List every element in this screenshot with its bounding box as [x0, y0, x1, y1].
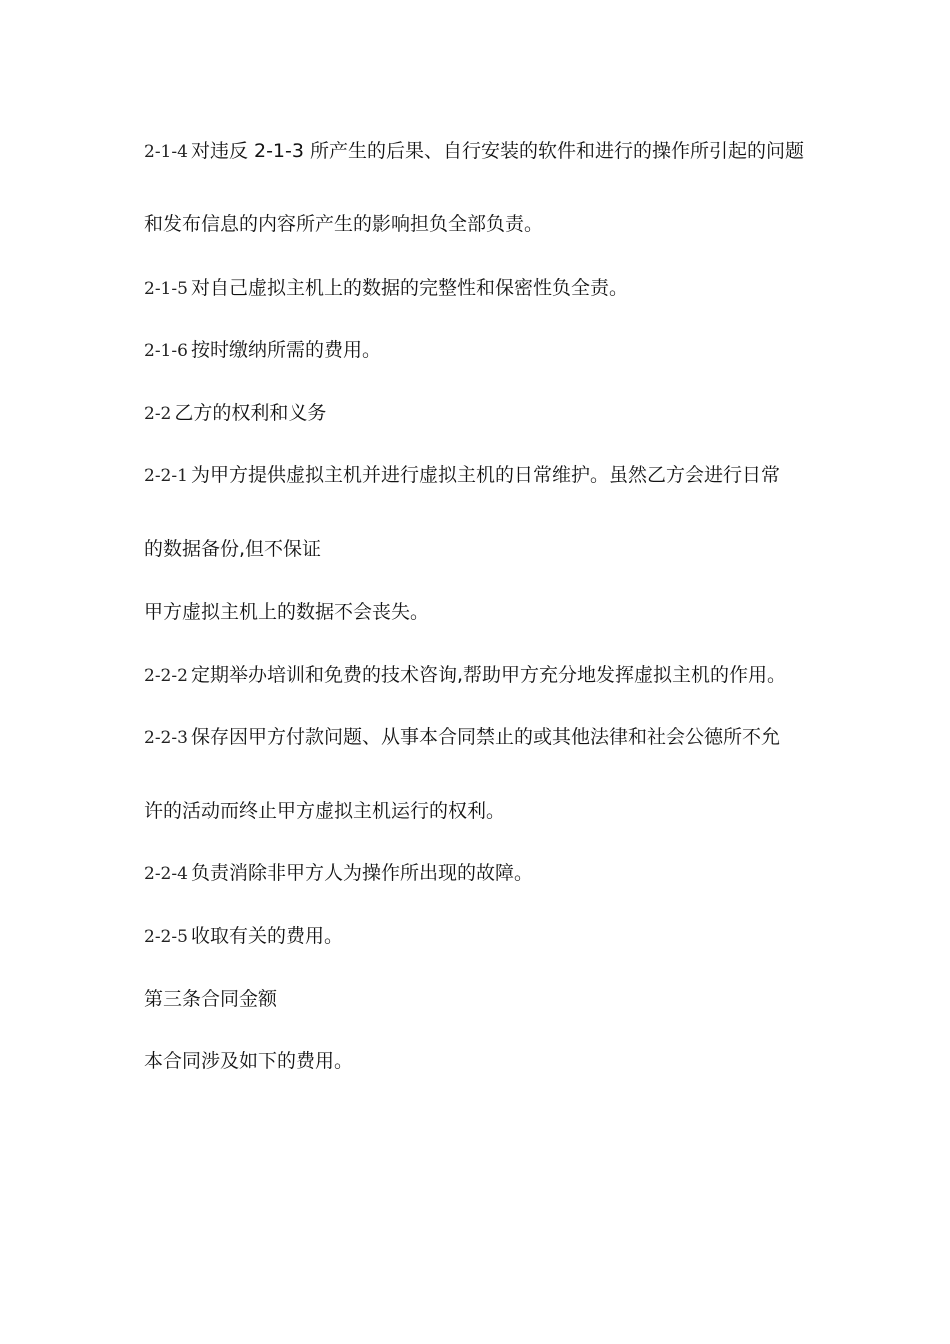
paragraph-line [144, 725, 780, 750]
paragraph-line [144, 1049, 353, 1073]
clause-number: 2-2-4 [144, 864, 188, 884]
clause-text: 乙方的权利和义务 [174, 402, 327, 424]
clause-number: 2-2-3 [144, 728, 188, 748]
paragraph-line [144, 139, 804, 164]
clause-number: 2-1-4 [144, 142, 188, 162]
paragraph-line [144, 600, 429, 624]
clause-number: 2-2-2 [144, 666, 188, 686]
clause-text: 对违反 2-1-3 所产生的后果、自行安装的软件和进行的操作所引起的问题 [190, 140, 804, 162]
clause-text: 和发布信息的内容所产生的影响担负全部负责。 [144, 213, 544, 235]
paragraph-line [144, 212, 543, 236]
clause-text: 为甲方提供虚拟主机并进行虚拟主机的日常维护。虽然乙方会进行日常 [190, 464, 780, 486]
clause-text: 收取有关的费用。 [190, 925, 343, 947]
paragraph-line [144, 338, 381, 363]
paragraph-line [144, 861, 533, 886]
clause-text: 定期举办培训和免费的技术咨询,帮助甲方充分地发挥虚拟主机的作用。 [190, 664, 786, 686]
section-heading [144, 401, 326, 426]
paragraph-line [144, 663, 786, 688]
paragraph-line [144, 276, 628, 301]
clause-text: 对自己虚拟主机上的数据的完整性和保密性负全责。 [190, 277, 628, 299]
clause-text: 甲方虚拟主机上的数据不会丧失。 [144, 601, 430, 623]
clause-number: 2-2-1 [144, 466, 188, 486]
clause-text: 按时缴纳所需的费用。 [190, 339, 381, 361]
section-heading [144, 987, 277, 1011]
clause-text: 许的活动而终止甲方虚拟主机运行的权利。 [144, 800, 506, 822]
clause-text: 第三条合同金额 [144, 988, 278, 1010]
clause-text: 的数据备份,但不保证 [144, 538, 322, 560]
clause-number: 2-1-6 [144, 341, 188, 361]
clause-text: 本合同涉及如下的费用。 [144, 1050, 354, 1072]
paragraph-line [144, 537, 321, 561]
paragraph-line [144, 799, 505, 823]
clause-text: 负责消除非甲方人为操作所出现的故障。 [190, 862, 533, 884]
paragraph-line [144, 463, 780, 488]
paragraph-line [144, 924, 343, 949]
clause-text: 保存因甲方付款问题、从事本合同禁止的或其他法律和社会公德所不允 [190, 726, 780, 748]
clause-number: 2-2 [144, 404, 172, 424]
clause-number: 2-1-5 [144, 279, 188, 299]
clause-number: 2-2-5 [144, 927, 188, 947]
